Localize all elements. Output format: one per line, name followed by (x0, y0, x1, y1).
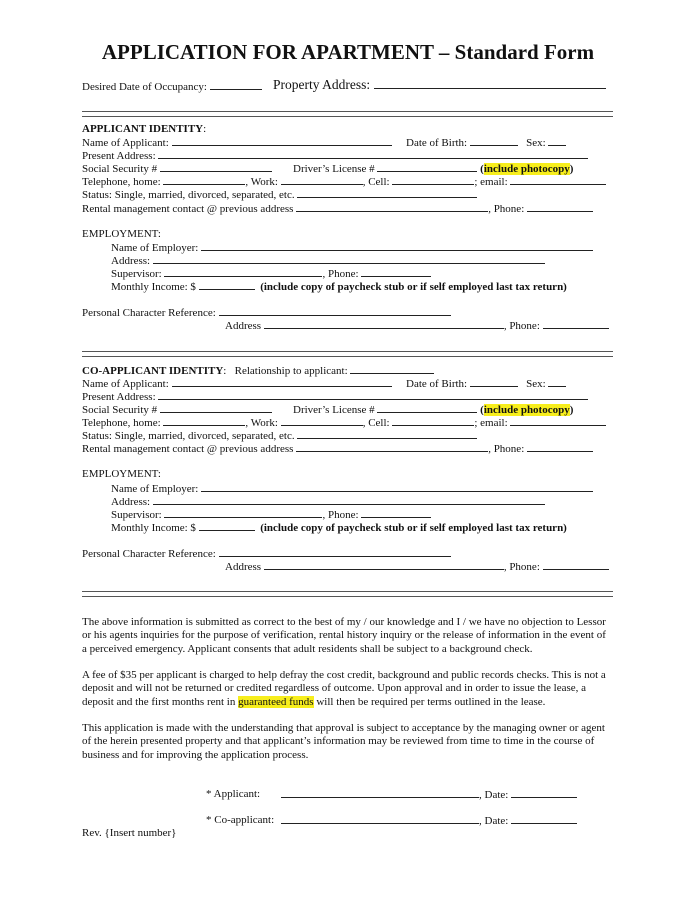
reference-address-label: Address (225, 320, 262, 332)
reference-field[interactable] (219, 306, 451, 316)
tel-home-label: Telephone, home: (82, 176, 161, 188)
reference-phone-label: , Phone: (503, 320, 540, 332)
rental-label: Rental management contact @ previous address (82, 443, 294, 455)
status-label: Status: Single, married, divorced, separated, etc. (82, 189, 295, 201)
employer-address-label: Address: (111, 255, 151, 267)
co-income-field[interactable] (199, 521, 255, 531)
occupancy-label: Desired Date of Occupancy: (82, 81, 207, 93)
reference-address-row (225, 319, 609, 333)
license-label: Driver’s License # (293, 404, 375, 416)
income-row (111, 280, 567, 294)
applicant-status-row (82, 188, 477, 202)
co-reference-row (82, 547, 451, 561)
reference-address-label: Address (225, 561, 262, 573)
separator (82, 591, 613, 597)
co-license-row: Driver’s License # (include photocopy) (293, 404, 574, 416)
co-status-row (82, 429, 477, 443)
license-label: Driver’s License # (293, 163, 375, 175)
email-label: ; email: (474, 417, 508, 429)
verification-paragraph: The above information is submitted as correct to the best of my / our knowledge and I / we have no objection to Lessor or his agents inquiries for the purpose of verification, rental history inquiry or the release of information in the event of a perceived emergency. Applicant consents that adult residents shall be subject to a background check. (82, 616, 606, 655)
supervisor-phone-label: , Phone: (322, 509, 359, 521)
date-label: , Date: (479, 815, 509, 827)
relationship-field[interactable] (350, 364, 434, 374)
income-note: (include copy of paycheck stub or if self employed last tax return) (260, 281, 567, 293)
fee-text: A fee of $35 per applicant is charged to help defray the cost credit, background and public records checks. This is not a deposit and will not be returned or credited regardless of outcome. Upon approval and in order to issue the lease, a deposit and the first months rent in (82, 669, 606, 708)
co-applicant-address-field[interactable] (158, 390, 588, 400)
co-applicant-date-field[interactable] (511, 814, 577, 824)
fee-text-end: will then be required per terms outlined in the lease. (313, 695, 546, 708)
ssn-label: Social Security # (82, 163, 158, 175)
rental-label: Rental management contact @ previous address (82, 203, 294, 215)
photocopy-note: include photocopy (483, 404, 570, 416)
name-label: Name of Applicant: (82, 137, 169, 149)
co-applicant-ssn-field[interactable] (160, 403, 272, 413)
applicant-rental-field[interactable] (296, 202, 488, 212)
fee-paragraph (82, 669, 613, 709)
applicant-ssn-field[interactable] (160, 162, 272, 172)
co-applicant-signature-field[interactable] (281, 814, 479, 824)
applicant-status-field[interactable] (297, 188, 477, 198)
applicant-address-row (82, 149, 588, 163)
applicant-rental-row (82, 202, 593, 216)
property-address-field[interactable] (374, 79, 606, 89)
co-applicant-heading: CO-APPLICANT IDENTITY (82, 365, 224, 377)
form-title: APPLICATION FOR APARTMENT – Standard Form (101, 40, 595, 64)
co-rental-row (82, 442, 593, 456)
employer-address-label: Address: (111, 496, 151, 508)
employer-label: Name of Employer: (111, 242, 199, 254)
phone-label: , Phone: (488, 443, 525, 455)
co-supervisor-phone-field[interactable] (361, 508, 431, 518)
dob-label: Date of Birth: (406, 378, 468, 390)
applicant-dob-row (406, 136, 566, 150)
co-applicant-name-field[interactable] (172, 377, 392, 387)
applicant-address-field[interactable] (158, 149, 588, 159)
co-applicant-license-field[interactable] (377, 403, 477, 413)
co-applicant-status-field[interactable] (297, 429, 477, 439)
supervisor-phone-label: , Phone: (322, 268, 359, 280)
tel-home-label: Telephone, home: (82, 417, 161, 429)
relationship-label: Relationship to applicant: (234, 365, 348, 377)
status-label: Status: Single, married, divorced, separated, etc. (82, 430, 295, 442)
employment-heading: EMPLOYMENT: (82, 228, 161, 240)
employer-address-row (111, 254, 545, 268)
approval-paragraph: This application is made with the understanding that approval is subject to acceptance by the managing owner or agent of the herein presented property and that applicant’s information may be reviewed from time to time in the course of business and for improving the application process. (82, 722, 605, 761)
revision-note: Rev. {Insert number} (82, 827, 177, 839)
co-phone-row (82, 416, 606, 430)
applicant-cell-phone-field[interactable] (392, 175, 474, 185)
applicant-signature-label: * Applicant: (206, 788, 261, 800)
reference-phone-field[interactable] (543, 319, 609, 329)
reference-address-field[interactable] (264, 319, 504, 329)
applicant-sex-field[interactable] (548, 136, 566, 146)
sex-label: Sex: (526, 137, 546, 149)
income-label: Monthly Income: $ (111, 522, 196, 534)
name-label: Name of Applicant: (82, 378, 169, 390)
applicant-dob-field[interactable] (470, 136, 518, 146)
applicant-signature-row (281, 788, 577, 802)
co-ssn-row (82, 403, 272, 417)
co-applicant-heading-row: CO-APPLICANT IDENTITY: Relationship to applicant: (82, 364, 434, 378)
applicant-home-phone-field[interactable] (163, 175, 245, 185)
applicant-license-row: Driver’s License # (include photocopy) (293, 163, 574, 175)
employer-label: Name of Employer: (111, 483, 199, 495)
applicant-ssn-row (82, 162, 272, 176)
occupancy-row (82, 80, 262, 94)
income-field[interactable] (199, 280, 255, 290)
ssn-label: Social Security # (82, 404, 158, 416)
dob-label: Date of Birth: (406, 137, 468, 149)
reference-label: Personal Character Reference: (82, 548, 216, 560)
applicant-email-field[interactable] (510, 175, 606, 185)
address-label: Present Address: (82, 150, 156, 162)
employer-address-field[interactable] (153, 254, 545, 264)
co-applicant-work-phone-field[interactable] (281, 416, 363, 426)
email-label: ; email: (474, 176, 508, 188)
work-label: , Work: (245, 417, 278, 429)
co-name-row (82, 377, 392, 391)
co-employer-address-row (111, 495, 545, 509)
co-reference-phone-field[interactable] (543, 560, 609, 570)
applicant-heading: APPLICANT IDENTITY (82, 123, 204, 135)
co-dob-row (406, 377, 566, 391)
supervisor-phone-field[interactable] (361, 267, 431, 277)
co-income-row (111, 521, 567, 535)
co-employment-heading: EMPLOYMENT: (82, 468, 161, 480)
co-supervisor-field[interactable] (164, 508, 322, 518)
co-supervisor-row (111, 508, 431, 522)
supervisor-label: Supervisor: (111, 268, 162, 280)
applicant-rental-phone-field[interactable] (527, 202, 593, 212)
co-address-row (82, 390, 588, 404)
co-applicant-rental-field[interactable] (296, 442, 488, 452)
guaranteed-funds-highlight: guaranteed funds (238, 695, 314, 708)
co-applicant-home-phone-field[interactable] (163, 416, 245, 426)
supervisor-label: Supervisor: (111, 509, 162, 521)
co-reference-address-row (225, 560, 609, 574)
reference-label: Personal Character Reference: (82, 307, 216, 319)
co-applicant-signature-row (281, 814, 577, 828)
co-applicant-signature-label: * Co-applicant: (206, 814, 275, 826)
separator (82, 111, 613, 117)
applicant-license-field[interactable] (377, 162, 477, 172)
employer-row (111, 241, 593, 255)
supervisor-row (111, 267, 431, 281)
income-note: (include copy of paycheck stub or if self employed last tax return) (260, 522, 567, 534)
co-employer-address-field[interactable] (153, 495, 545, 505)
co-employer-row (111, 482, 593, 496)
applicant-work-phone-field[interactable] (281, 175, 363, 185)
supervisor-field[interactable] (164, 267, 322, 277)
applicant-heading-row: APPLICANT IDENTITY: (82, 123, 207, 135)
cell-label: , Cell: (362, 417, 390, 429)
work-label: , Work: (245, 176, 278, 188)
co-applicant-email-field[interactable] (510, 416, 606, 426)
reference-row (82, 306, 451, 320)
phone-label: , Phone: (488, 203, 525, 215)
occupancy-field[interactable] (210, 80, 262, 90)
co-reference-field[interactable] (219, 547, 451, 557)
co-applicant-dob-field[interactable] (470, 377, 518, 387)
property-label: Property Address: (273, 77, 371, 92)
co-applicant-sex-field[interactable] (548, 377, 566, 387)
applicant-name-row (82, 136, 392, 150)
applicant-name-field[interactable] (172, 136, 392, 146)
applicant-phone-row (82, 175, 606, 189)
address-label: Present Address: (82, 391, 156, 403)
reference-phone-label: , Phone: (503, 561, 540, 573)
photocopy-note: include photocopy (483, 163, 570, 175)
co-reference-address-field[interactable] (264, 560, 504, 570)
sex-label: Sex: (526, 378, 546, 390)
applicant-date-field[interactable] (511, 788, 577, 798)
applicant-signature-field[interactable] (281, 788, 479, 798)
date-label: , Date: (479, 789, 509, 801)
cell-label: , Cell: (362, 176, 390, 188)
separator (82, 351, 613, 357)
co-applicant-rental-phone-field[interactable] (527, 442, 593, 452)
property-row (273, 78, 606, 91)
employer-field[interactable] (201, 241, 593, 251)
income-label: Monthly Income: $ (111, 281, 196, 293)
co-applicant-cell-phone-field[interactable] (392, 416, 474, 426)
co-employer-field[interactable] (201, 482, 593, 492)
